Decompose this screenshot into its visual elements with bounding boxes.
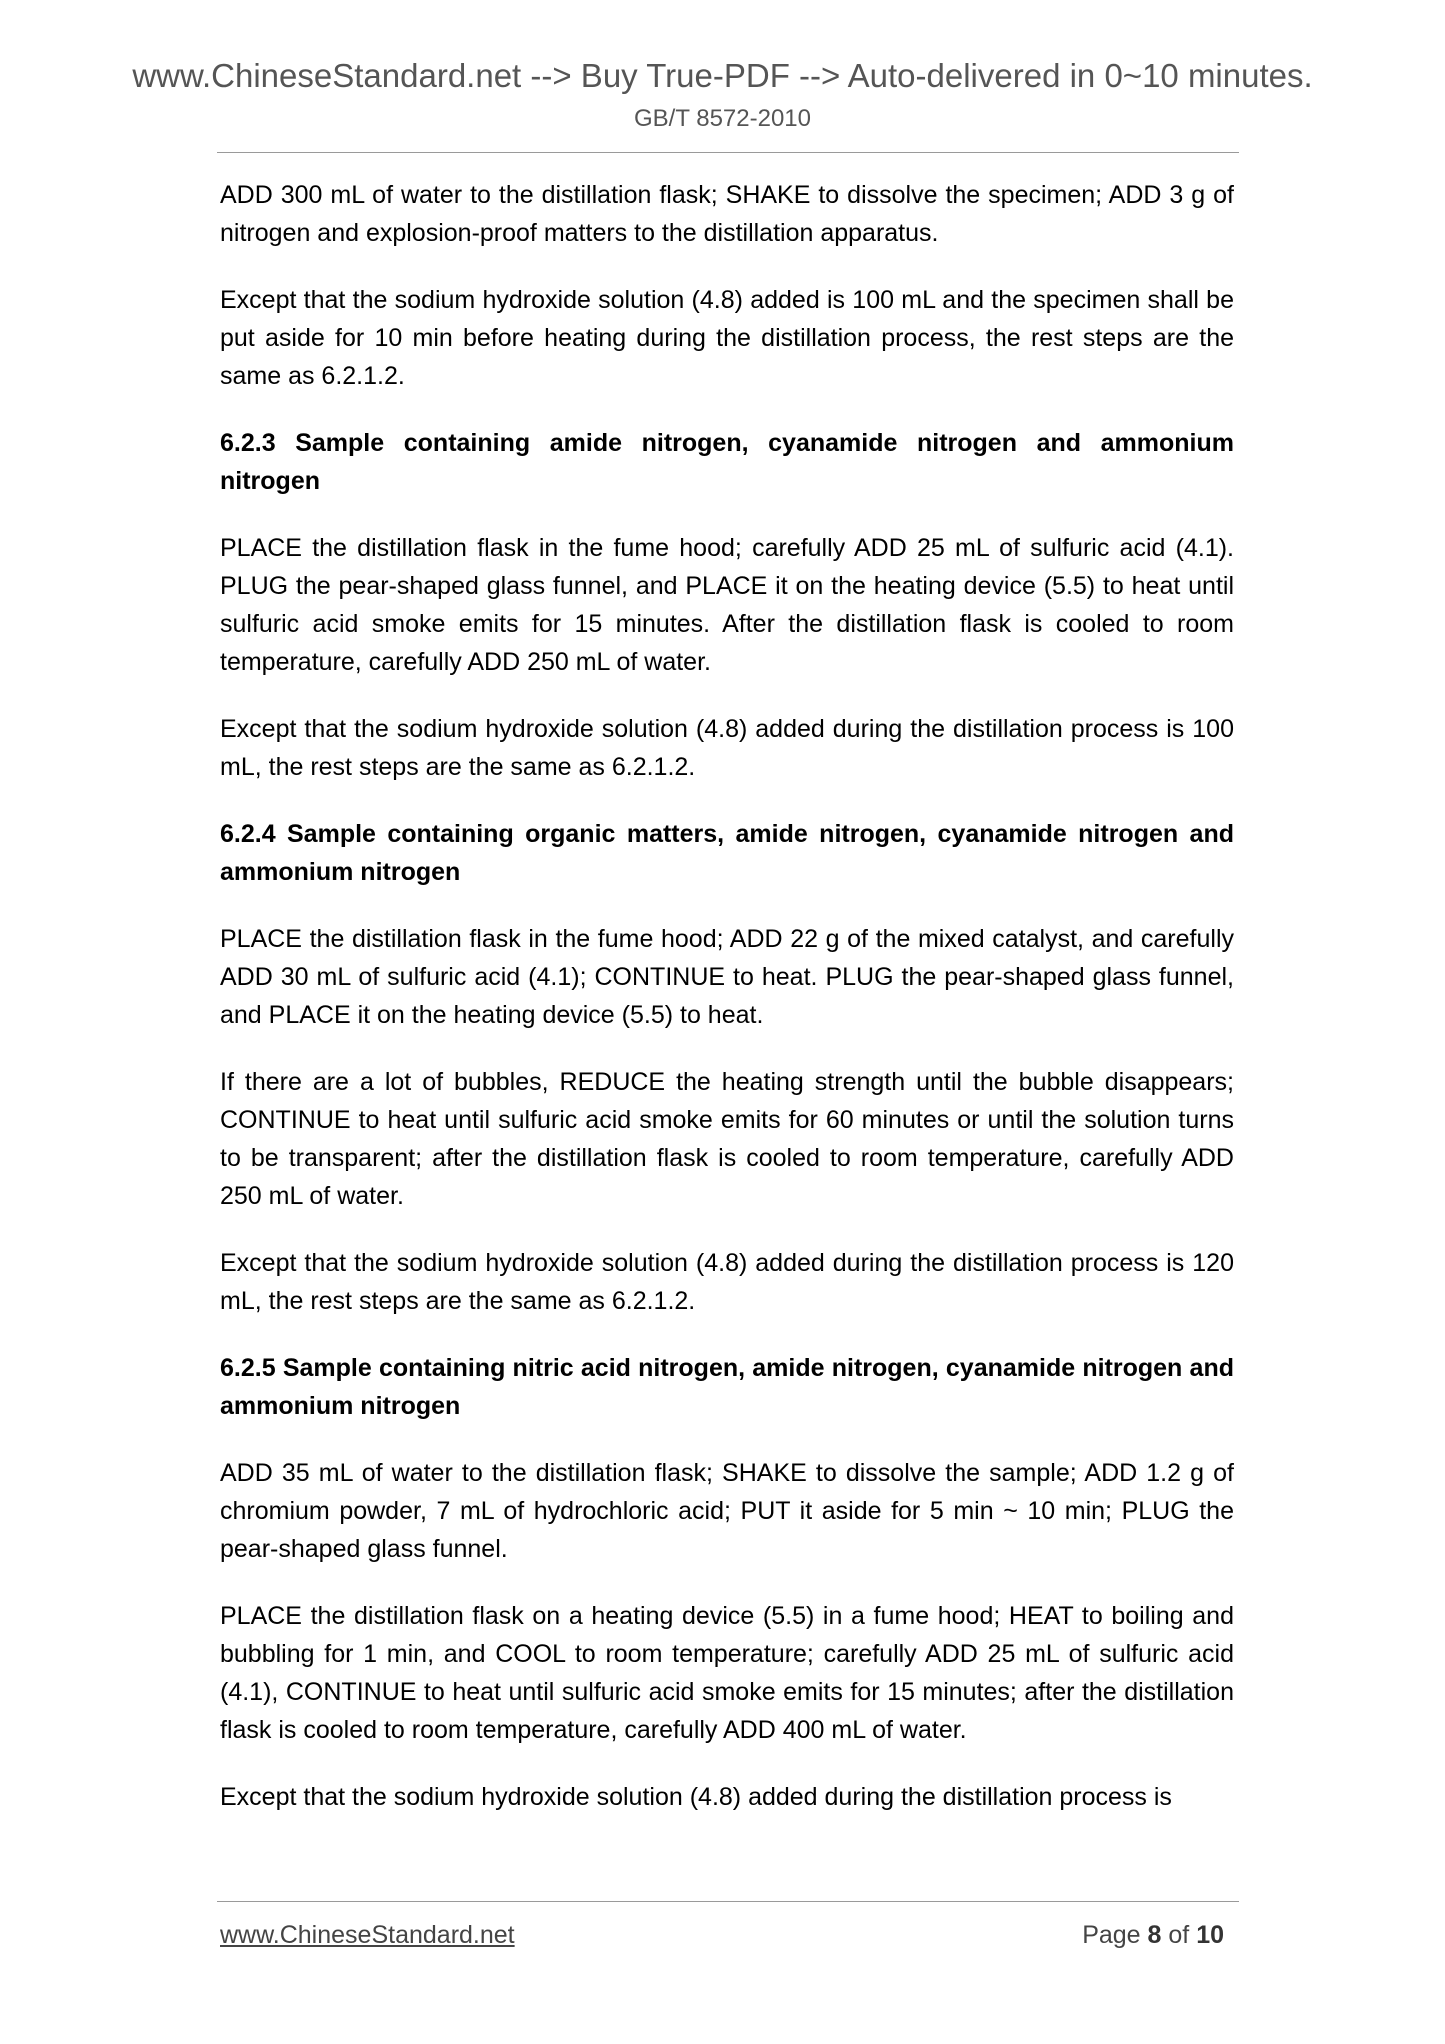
paragraph: PLACE the distillation flask in the fume hood; carefully ADD 25 mL of sulfuric acid (4.1). PLUG the pear-shaped glass funnel, and PLACE it on the heating device (5.5) to heat until sulfuric acid smoke emits for 15 minutes. After the distillation flask is cooled to room temperature, carefully ADD 250 mL of water. (220, 534, 1234, 676)
page-separator: of (1161, 1921, 1197, 1949)
section-heading-6-2-5: 6.2.5 Sample containing nitric acid nitrogen, amide nitrogen, cyanamide nitrogen and ammonium nitrogen (220, 1354, 1234, 1420)
footer-divider (217, 1901, 1239, 1902)
paragraph: PLACE the distillation flask on a heating device (5.5) in a fume hood; HEAT to boiling and bubbling for 1 min, and COOL to room temperature; carefully ADD 25 mL of sulfuric acid (4.1), CONTINUE to heat until sulfuric acid smoke emits for 15 minutes; after the distillation flask is cooled to room temperature, carefully ADD 400 mL of water. (220, 1602, 1234, 1744)
footer-website-link[interactable]: www.ChineseStandard.net (220, 1921, 515, 1949)
paragraph: Except that the sodium hydroxide solution (4.8) added during the distillation process is 100 mL, the rest steps are the same as 6.2.1.2. (220, 715, 1234, 781)
paragraph: Except that the sodium hydroxide solution (4.8) added is 100 mL and the specimen shall be put aside for 10 min before heating during the distillation process, the rest steps are the same as 6.2.1.2. (220, 286, 1234, 390)
paragraph: ADD 35 mL of water to the distillation flask; SHAKE to dissolve the sample; ADD 1.2 g of chromium powder, 7 mL of hydrochloric acid; PUT it aside for 5 min ~ 10 min; PLUG the pear-shaped glass funnel. (220, 1459, 1234, 1563)
paragraph: Except that the sodium hydroxide solution (4.8) added during the distillation process is (220, 1783, 1172, 1811)
paragraph: If there are a lot of bubbles, REDUCE the heating strength until the bubble disappears; CONTINUE to heat until sulfuric acid smoke emits for 60 minutes or until the solution turns to be transparent; after the distillation flask is cooled to room temperature, carefully ADD 250 mL of water. (220, 1068, 1234, 1210)
document-body (220, 176, 1234, 1845)
header-divider (217, 152, 1239, 153)
page-current: 8 (1147, 1921, 1162, 1949)
document-id: GB/T 8572-2010 (633, 105, 811, 132)
page-total: 10 (1196, 1921, 1224, 1949)
paragraph: Except that the sodium hydroxide solution (4.8) added during the distillation process is 120 mL, the rest steps are the same as 6.2.1.2. (220, 1249, 1234, 1315)
header-banner: www.ChineseStandard.net --> Buy True-PDF --> Auto-delivered in 0~10 minutes. (132, 57, 1313, 94)
paragraph: ADD 300 mL of water to the distillation flask; SHAKE to dissolve the specimen; ADD 3 g of nitrogen and explosion-proof matters to the distillation apparatus. (220, 181, 1234, 247)
page-number (1082, 1919, 1224, 1951)
page-prefix: Page (1082, 1921, 1148, 1949)
section-heading-6-2-4: 6.2.4 Sample containing organic matters, amide nitrogen, cyanamide nitrogen and ammonium nitrogen (220, 820, 1234, 886)
section-heading-6-2-3: 6.2.3 Sample containing amide nitrogen, cyanamide nitrogen and ammonium nitrogen (220, 429, 1234, 495)
paragraph: PLACE the distillation flask in the fume hood; ADD 22 g of the mixed catalyst, and carefully ADD 30 mL of sulfuric acid (4.1); CONTINUE to heat. PLUG the pear-shaped glass funnel, and PLACE it on the heating device (5.5) to heat. (220, 925, 1234, 1029)
